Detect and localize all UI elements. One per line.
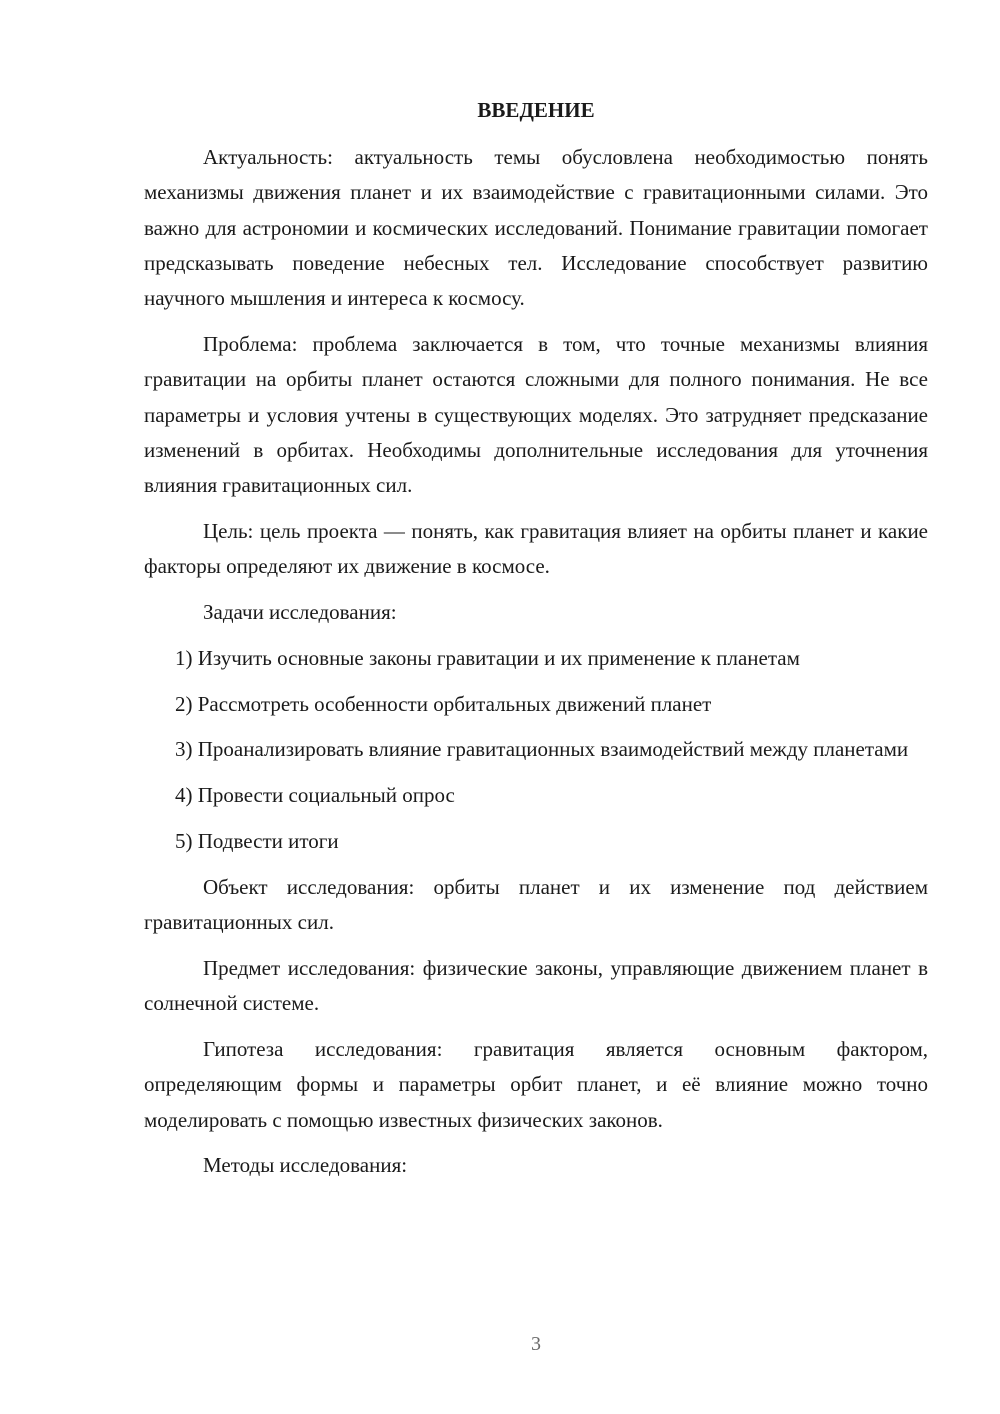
paragraph-problem: Проблема: проблема заключается в том, что точные механизмы влияния гравитации на орбиты планет остаются сложными для полного понимания. Не все параметры и условия учтены в существующих моделях. Это затрудняет предсказание изменений в орбитах. Необходимы дополнительные исследования для уточнения влияния гравитационных сил.	[144, 331, 928, 498]
section-heading: ВВЕДЕНИЕ	[477, 98, 595, 122]
paragraph-tasks-intro: Задачи исследования:	[203, 600, 397, 625]
task-item-2: 2) Рассмотреть особенности орбитальных движений планет	[175, 691, 712, 716]
task-item-1: 1) Изучить основные законы гравитации и их применение к планетам	[175, 645, 800, 670]
task-item-3: 3) Проанализировать влияние гравитационных взаимодействий между планетами	[175, 737, 909, 762]
task-item-5: 5) Подвести итоги	[175, 829, 339, 854]
paragraph-subject: Предмет исследования: физические законы, управляющие движением планет в солнечной системе.	[144, 955, 928, 1016]
task-item-4: 4) Провести социальный опрос	[175, 783, 455, 808]
page-body	[144, 93, 928, 1194]
paragraph-goal: Цель: цель проекта — понять, как гравитация влияет на орбиты планет и какие факторы определяют их движение в космосе.	[144, 518, 928, 579]
paragraph-hypothesis: Гипотеза исследования: гравитация является основным фактором, определяющим формы и параметры орбит планет, и её влияние можно точно моделировать с помощью известных физических законов.	[144, 1037, 928, 1132]
paragraph-relevance: Актуальность: актуальность темы обусловлена необходимостью понять механизмы движения планет и их взаимодействие с гравитационными силами. Это важно для астрономии и космических исследований. Понимание гравитации помогает предсказывать поведение небесных тел. Исследование способствует развитию научного мышления и интереса к космосу.	[144, 145, 928, 311]
paragraph-methods: Методы исследования:	[203, 1153, 408, 1178]
paragraph-object: Объект исследования: орбиты планет и их изменение под действием гравитационных сил.	[144, 874, 928, 935]
page-number: 3	[531, 1333, 541, 1355]
